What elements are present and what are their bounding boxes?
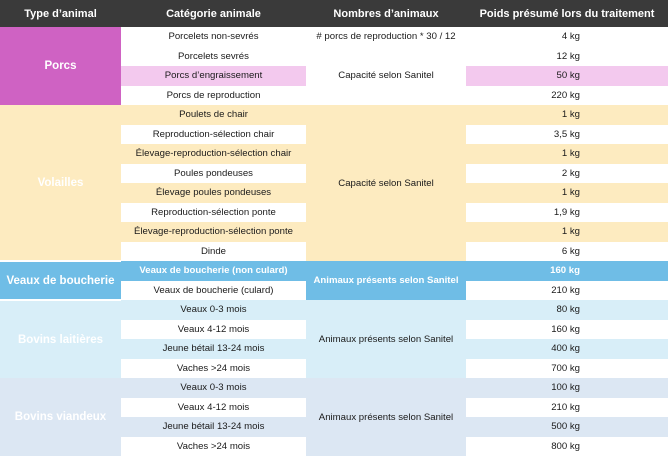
weight-cell: 100 kg — [466, 378, 668, 398]
header-poids: Poids présumé lors du traitement — [466, 0, 668, 27]
weight-cell: 1 kg — [466, 222, 668, 242]
weight-cell: 160 kg — [466, 261, 668, 281]
category-cell: Reproduction-sélection ponte — [121, 203, 306, 223]
species-viandeux: Bovins viandeux — [0, 378, 121, 456]
category-cell: Poules pondeuses — [121, 164, 306, 184]
category-cell: Élevage-reproduction-sélection ponte — [121, 222, 306, 242]
species-veaux: Veaux de boucherie — [0, 261, 121, 300]
header-categorie: Catégorie animale — [121, 0, 306, 27]
table-row — [0, 300, 668, 320]
category-cell: Veaux de boucherie (non culard) — [121, 261, 306, 281]
count-cell: Capacité selon Sanitel — [306, 105, 466, 261]
weight-cell: 1,9 kg — [466, 203, 668, 223]
category-cell: Veaux 0-3 mois — [121, 378, 306, 398]
weight-cell: 220 kg — [466, 86, 668, 106]
count-cell: Capacité selon Sanitel — [306, 47, 466, 106]
weight-cell: 160 kg — [466, 320, 668, 340]
category-cell: Élevage-reproduction-sélection chair — [121, 144, 306, 164]
category-cell: Porcelets non-sevrés — [121, 27, 306, 47]
category-cell: Veaux de boucherie (culard) — [121, 281, 306, 301]
weight-cell: 50 kg — [466, 66, 668, 86]
weight-cell: 500 kg — [466, 417, 668, 437]
header-nombre: Nombres d’animaux — [306, 0, 466, 27]
weight-cell: 1 kg — [466, 144, 668, 164]
weight-cell: 6 kg — [466, 242, 668, 262]
table-row — [0, 261, 668, 281]
weight-cell: 210 kg — [466, 398, 668, 418]
weight-cell: 700 kg — [466, 359, 668, 379]
table-row — [0, 27, 668, 47]
header-row — [0, 0, 668, 27]
category-cell: Porcs de reproduction — [121, 86, 306, 106]
weight-cell: 1 kg — [466, 183, 668, 203]
count-cell: # porcs de reproduction * 30 / 12 — [306, 27, 466, 47]
category-cell: Vaches >24 mois — [121, 359, 306, 379]
category-cell: Élevage poules pondeuses — [121, 183, 306, 203]
category-cell: Veaux 4-12 mois — [121, 320, 306, 340]
table-row — [0, 378, 668, 398]
species-laitieres: Bovins laitières — [0, 300, 121, 378]
weight-cell: 12 kg — [466, 47, 668, 67]
count-cell: Animaux présents selon Sanitel — [306, 378, 466, 456]
count-cell: Animaux présents selon Sanitel — [306, 300, 466, 378]
weight-cell: 3,5 kg — [466, 125, 668, 145]
category-cell: Jeune bétail 13-24 mois — [121, 417, 306, 437]
weight-cell: 1 kg — [466, 105, 668, 125]
category-cell: Veaux 4-12 mois — [121, 398, 306, 418]
category-cell: Reproduction-sélection chair — [121, 125, 306, 145]
weight-cell: 80 kg — [466, 300, 668, 320]
count-cell: Animaux présents selon Sanitel — [306, 261, 466, 300]
category-cell: Jeune bétail 13-24 mois — [121, 339, 306, 359]
table-row — [0, 105, 668, 125]
weight-cell: 210 kg — [466, 281, 668, 301]
weight-cell: 4 kg — [466, 27, 668, 47]
category-cell: Poulets de chair — [121, 105, 306, 125]
header-type: Type d’animal — [0, 0, 121, 27]
category-cell: Porcelets sevrés — [121, 47, 306, 67]
weight-cell: 800 kg — [466, 437, 668, 457]
category-cell: Dinde — [121, 242, 306, 262]
species-porcs: Porcs — [0, 27, 121, 105]
category-cell: Porcs d’engraissement — [121, 66, 306, 86]
category-cell: Veaux 0-3 mois — [121, 300, 306, 320]
weight-cell: 400 kg — [466, 339, 668, 359]
category-cell: Vaches >24 mois — [121, 437, 306, 457]
weight-cell: 2 kg — [466, 164, 668, 184]
species-volailles: Volailles — [0, 105, 121, 261]
